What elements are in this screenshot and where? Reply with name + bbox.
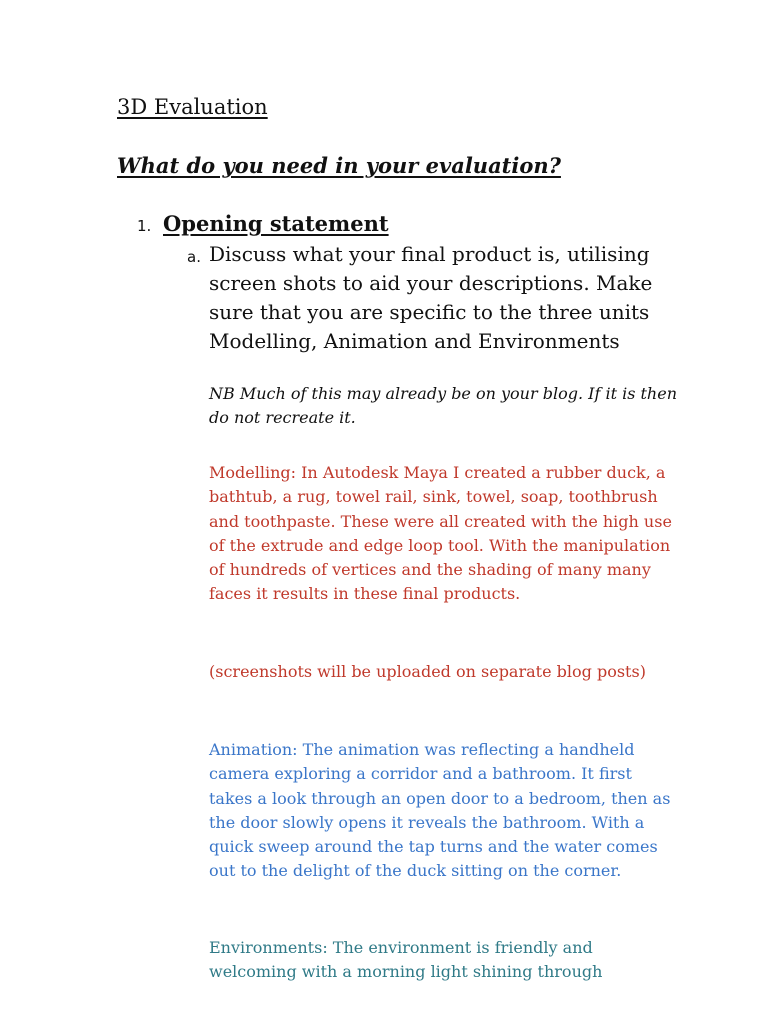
opening-statement-heading: Opening statement <box>163 211 389 236</box>
sub-item-instructions: Discuss what your final product is, utilising screen shots to aid your descriptions. Make sure that you are specific to the three units Modelling, Animation and Environments <box>209 242 653 353</box>
animation-paragraph: Animation: The animation was reflecting a handheld camera exploring a corridor and a bathroom. It first takes a look through an open door to a bedroom, then as the door slowly opens it reveals the bathroom. With a quick sweep around the tap turns and the water comes out to the delight of the duck sitting on the corner. <box>209 740 671 881</box>
document-title: 3D Evaluation <box>117 95 268 119</box>
modelling-paragraph: Modelling: In Autodesk Maya I created a rubber duck, a bathtub, a rug, towel rail, sink, towel, soap, toothbrush and toothpaste. These were all created with the high use of the extrude and edge loop tool. With the manipulation of hundreds of vertices and the shading of many many faces it results in these final products. <box>209 463 672 604</box>
sub-list-marker: a. <box>187 248 201 266</box>
environments-paragraph: Environments: The environment is friendly and welcoming with a morning light shining through <box>209 938 603 982</box>
evaluation-question-heading: What do you need in your evaluation? <box>117 153 561 178</box>
nb-note: NB Much of this may already be on your blog. If it is then do not recreate it. <box>209 384 678 427</box>
list-number-marker: 1. <box>137 217 152 235</box>
screenshots-note-paragraph: (screenshots will be uploaded on separate blog posts) <box>209 662 646 681</box>
